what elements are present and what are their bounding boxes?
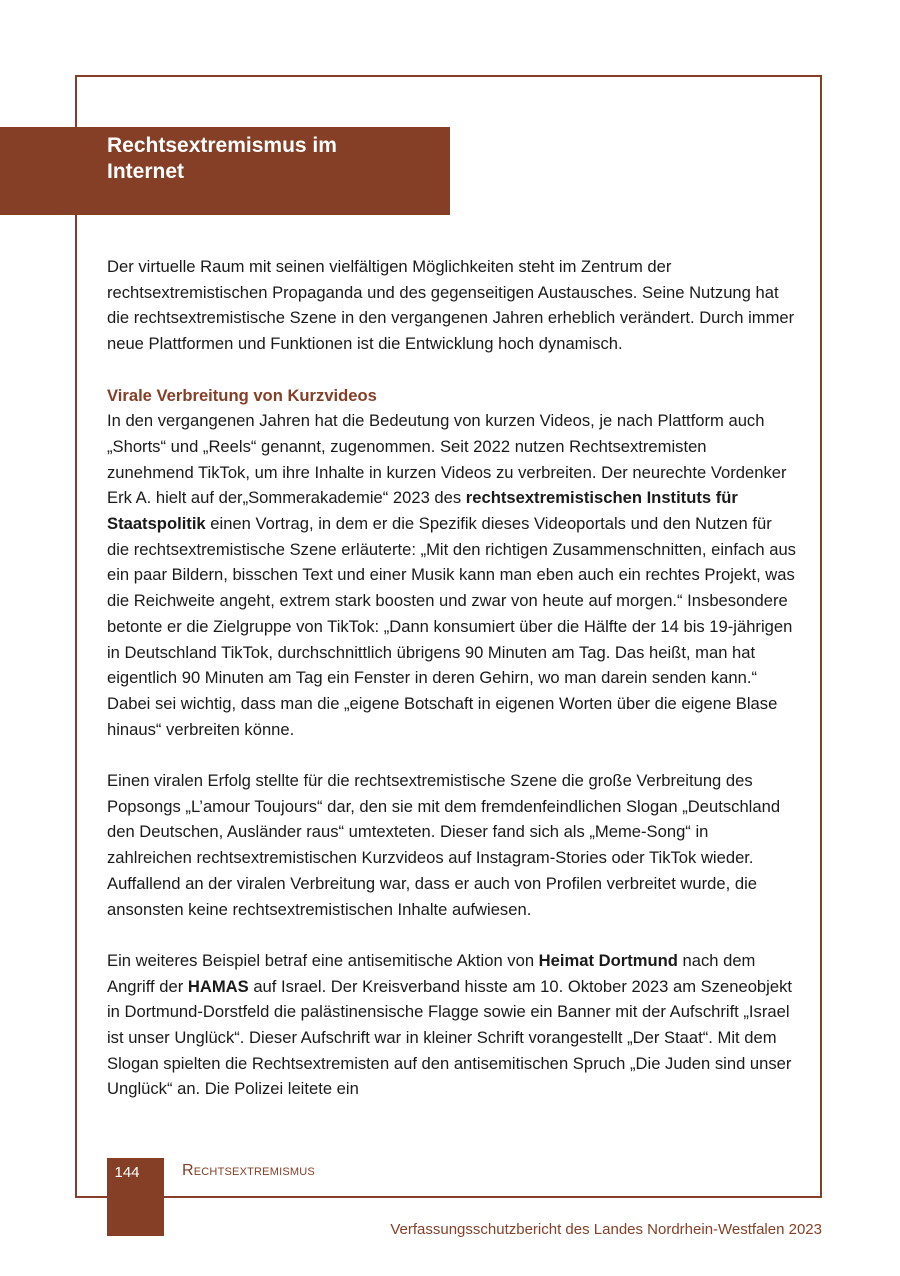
- page-number-box: [107, 1158, 164, 1236]
- page-number: 144: [114, 1164, 140, 1181]
- paragraph-2: Einen viralen Erfolg stellte für die rechtsextremistische Szene die große Verbreitung des Popsongs „L’amour Toujours“ dar, den sie mit dem fremdenfeindlichen Slogan „Deutschland den Deutschen, Ausländer raus“ umtexteten. Dieser fand sich als „Meme-Song“ in zahlreichen rechtsextremistischen Kurzvideos auf Instagram-Stories oder TikTok wieder. Auffallend an der viralen Verbreitung war, dass er auch von Profilen verbreitet wurde, die ansonsten keine rechtsextremistischen Inhalte aufwiesen.: [107, 771, 781, 919]
- paragraph-gap: [107, 742, 797, 768]
- main-content: [107, 254, 797, 1102]
- intro-paragraph: Der virtuelle Raum mit seinen vielfältigen Möglichkeiten steht im Zentrum der rechtsextremistischen Propaganda und des gegenseitigen Austausches. Seine Nutzung hat die rechtsextremistische Szene in den vergangenen Jahren erheblich verändert. Durch immer neue Plattformen und Funktionen ist die Entwicklung hoch dynamisch.: [107, 257, 795, 354]
- paragraph-3-text-a: Ein weiteres Beispiel betraf eine antisemitische Aktion von: [107, 950, 539, 970]
- paragraph-3-bold-1: Heimat Dortmund: [538, 950, 678, 970]
- paragraph-1-text-a: In den vergangenen Jahren hat die Bedeutung von kurzen Videos, je nach Plattform auch „Shorts“ und „Reels“ genannt, zugenommen. Seit 2022 nutzen Rechtsextremisten zunehmend TikTok, um ihre Inhalte in kurzen Videos zu verbreiten. Der neurechte Vordenker Erk A. hielt auf der„Sommerakademie“ 2023 des: [107, 411, 787, 508]
- paragraph-gap: [107, 357, 797, 383]
- paragraph-gap: [107, 922, 797, 948]
- paragraph-3-text-b: nach dem Angriff der: [107, 950, 756, 996]
- paragraph-3: [107, 948, 797, 1102]
- paragraph-3-bold-2: HAMAS: [187, 976, 249, 996]
- paragraph-1-text-b: einen Vortrag, in dem er die Spezifik dieses Videoportals und den Nutzen für die rechtsextremistische Szene erläuterte: „Mit den richtigen Zusammenschnitten, einfach aus ein paar Bildern, bisschen Text und einer Musik kann man eben auch ein rechtes Projekt, was die Reichweite angeht, extrem stark boosten und zwar von heute auf morgen.“ Insbesondere betonte er die Zielgruppe von TikTok: „Dann konsumiert über die Hälfte der 14 bis 19-jährigen in Deutschland TikTok, durchschnittlich übrigens 90 Minuten am Tag. Das heißt, man hat eigentlich 90 Minuten am Tag ein Fenster in deren Gehirn, wo man darein senden kann.“ Dabei sei wichtig, dass man die „eigene Botschaft in eigenen Worten über die eigene Blase hinaus“ verbreiten könne.: [107, 514, 796, 739]
- footer-publication: Verfassungsschutzbericht des Landes Nordrhein-Westfalen 2023: [390, 1221, 822, 1238]
- running-section-label: Rechtsextremismus: [182, 1162, 315, 1179]
- paragraph-1-bold: rechtsextremistischen Instituts für Staatspolitik: [107, 488, 738, 534]
- paragraph-1: [107, 408, 797, 742]
- paragraph-3-text-c: auf Israel. Der Kreisverband hisste am 10. Oktober 2023 am Szeneobjekt in Dortmund-Dorstfeld die palästinensische Flagge sowie ein Banner mit der Aufschrift „Israel ist unser Unglück“. Dieser Aufschrift war in kleiner Schrift vorangestellt „Der Staat“. Mit dem Slogan spielten die Rechtsextremisten auf den antisemitischen Spruch „Die Juden sind unser Unglück“ an. Die Polizei leitete ein: [107, 976, 792, 1099]
- subheading: Virale Verbreitung von Kurzvideos: [107, 385, 377, 405]
- section-title-box: [0, 127, 450, 215]
- section-title: Rechtsextremismus im Internet: [107, 134, 337, 183]
